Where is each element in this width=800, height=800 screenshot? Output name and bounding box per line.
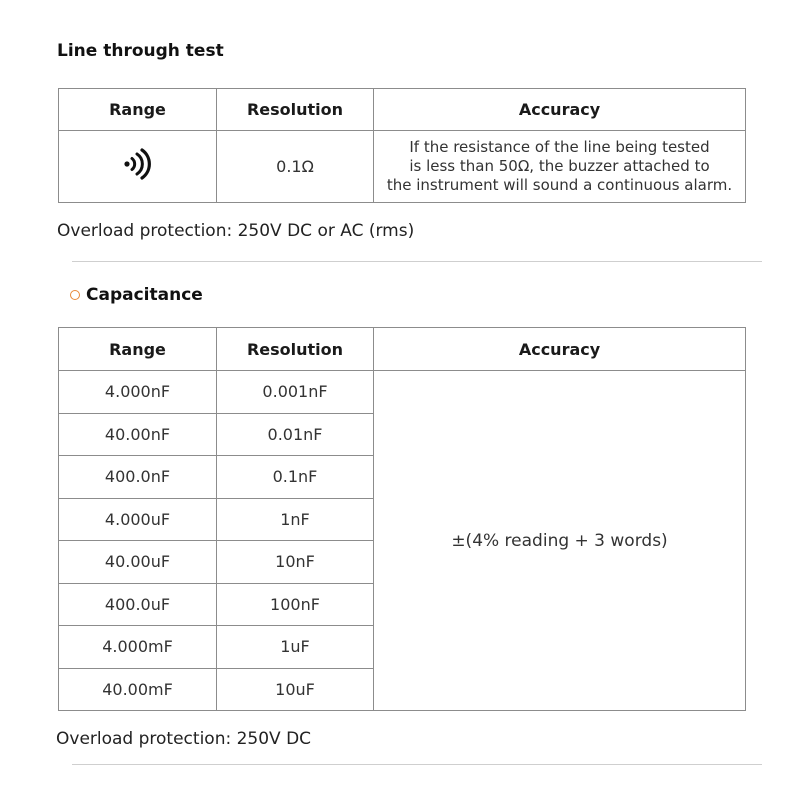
- table-header-row: [59, 328, 746, 371]
- range-cell: 4.000nF: [59, 371, 217, 414]
- header-range: Range: [59, 89, 217, 131]
- section-title-capacitance-wrapper: [70, 285, 203, 305]
- header-resolution: Resolution: [217, 328, 374, 371]
- resolution-cell: 10uF: [217, 668, 374, 711]
- accuracy-line: the instrument will sound a continuous alarm.: [386, 176, 733, 194]
- resolution-cell: 1uF: [217, 626, 374, 669]
- accuracy-line: is less than 50Ω, the buzzer attached to: [409, 157, 710, 175]
- header-resolution: Resolution: [217, 89, 374, 131]
- buzzer-icon: [121, 147, 155, 181]
- section-divider: [72, 764, 762, 765]
- range-cell: 400.0uF: [59, 583, 217, 626]
- range-cell: 40.00uF: [59, 541, 217, 584]
- resolution-cell: 0.1nF: [217, 456, 374, 499]
- header-range: Range: [59, 328, 217, 371]
- section-divider: [72, 261, 762, 262]
- accuracy-cell: [374, 131, 746, 203]
- section-title-continuity: Line through test: [57, 41, 224, 61]
- overload-note-capacitance: Overload protection: 250V DC: [56, 729, 312, 749]
- range-cell: [59, 131, 217, 203]
- resolution-cell: 0.1Ω: [217, 131, 374, 203]
- header-accuracy: Accuracy: [374, 89, 746, 131]
- section-title-capacitance: Capacitance: [86, 285, 203, 305]
- table-row: [59, 131, 746, 203]
- resolution-cell: 0.001nF: [217, 371, 374, 414]
- table-row: [59, 371, 746, 414]
- circle-bullet-icon: [70, 290, 80, 300]
- range-cell: 4.000mF: [59, 626, 217, 669]
- range-cell: 40.00nF: [59, 413, 217, 456]
- range-cell: 400.0nF: [59, 456, 217, 499]
- table-header-row: [59, 89, 746, 131]
- resolution-cell: 100nF: [217, 583, 374, 626]
- header-accuracy: Accuracy: [374, 328, 746, 371]
- resolution-cell: 10nF: [217, 541, 374, 584]
- resolution-cell: 1nF: [217, 498, 374, 541]
- continuity-spec-table: [58, 88, 746, 203]
- accuracy-cell: ±(4% reading + 3 words): [374, 371, 746, 711]
- overload-note-continuity: Overload protection: 250V DC or AC (rms): [57, 221, 415, 241]
- resolution-cell: 0.01nF: [217, 413, 374, 456]
- range-cell: 40.00mF: [59, 668, 217, 711]
- capacitance-spec-table: [58, 327, 746, 711]
- range-cell: 4.000uF: [59, 498, 217, 541]
- accuracy-line: If the resistance of the line being tested: [409, 138, 710, 156]
